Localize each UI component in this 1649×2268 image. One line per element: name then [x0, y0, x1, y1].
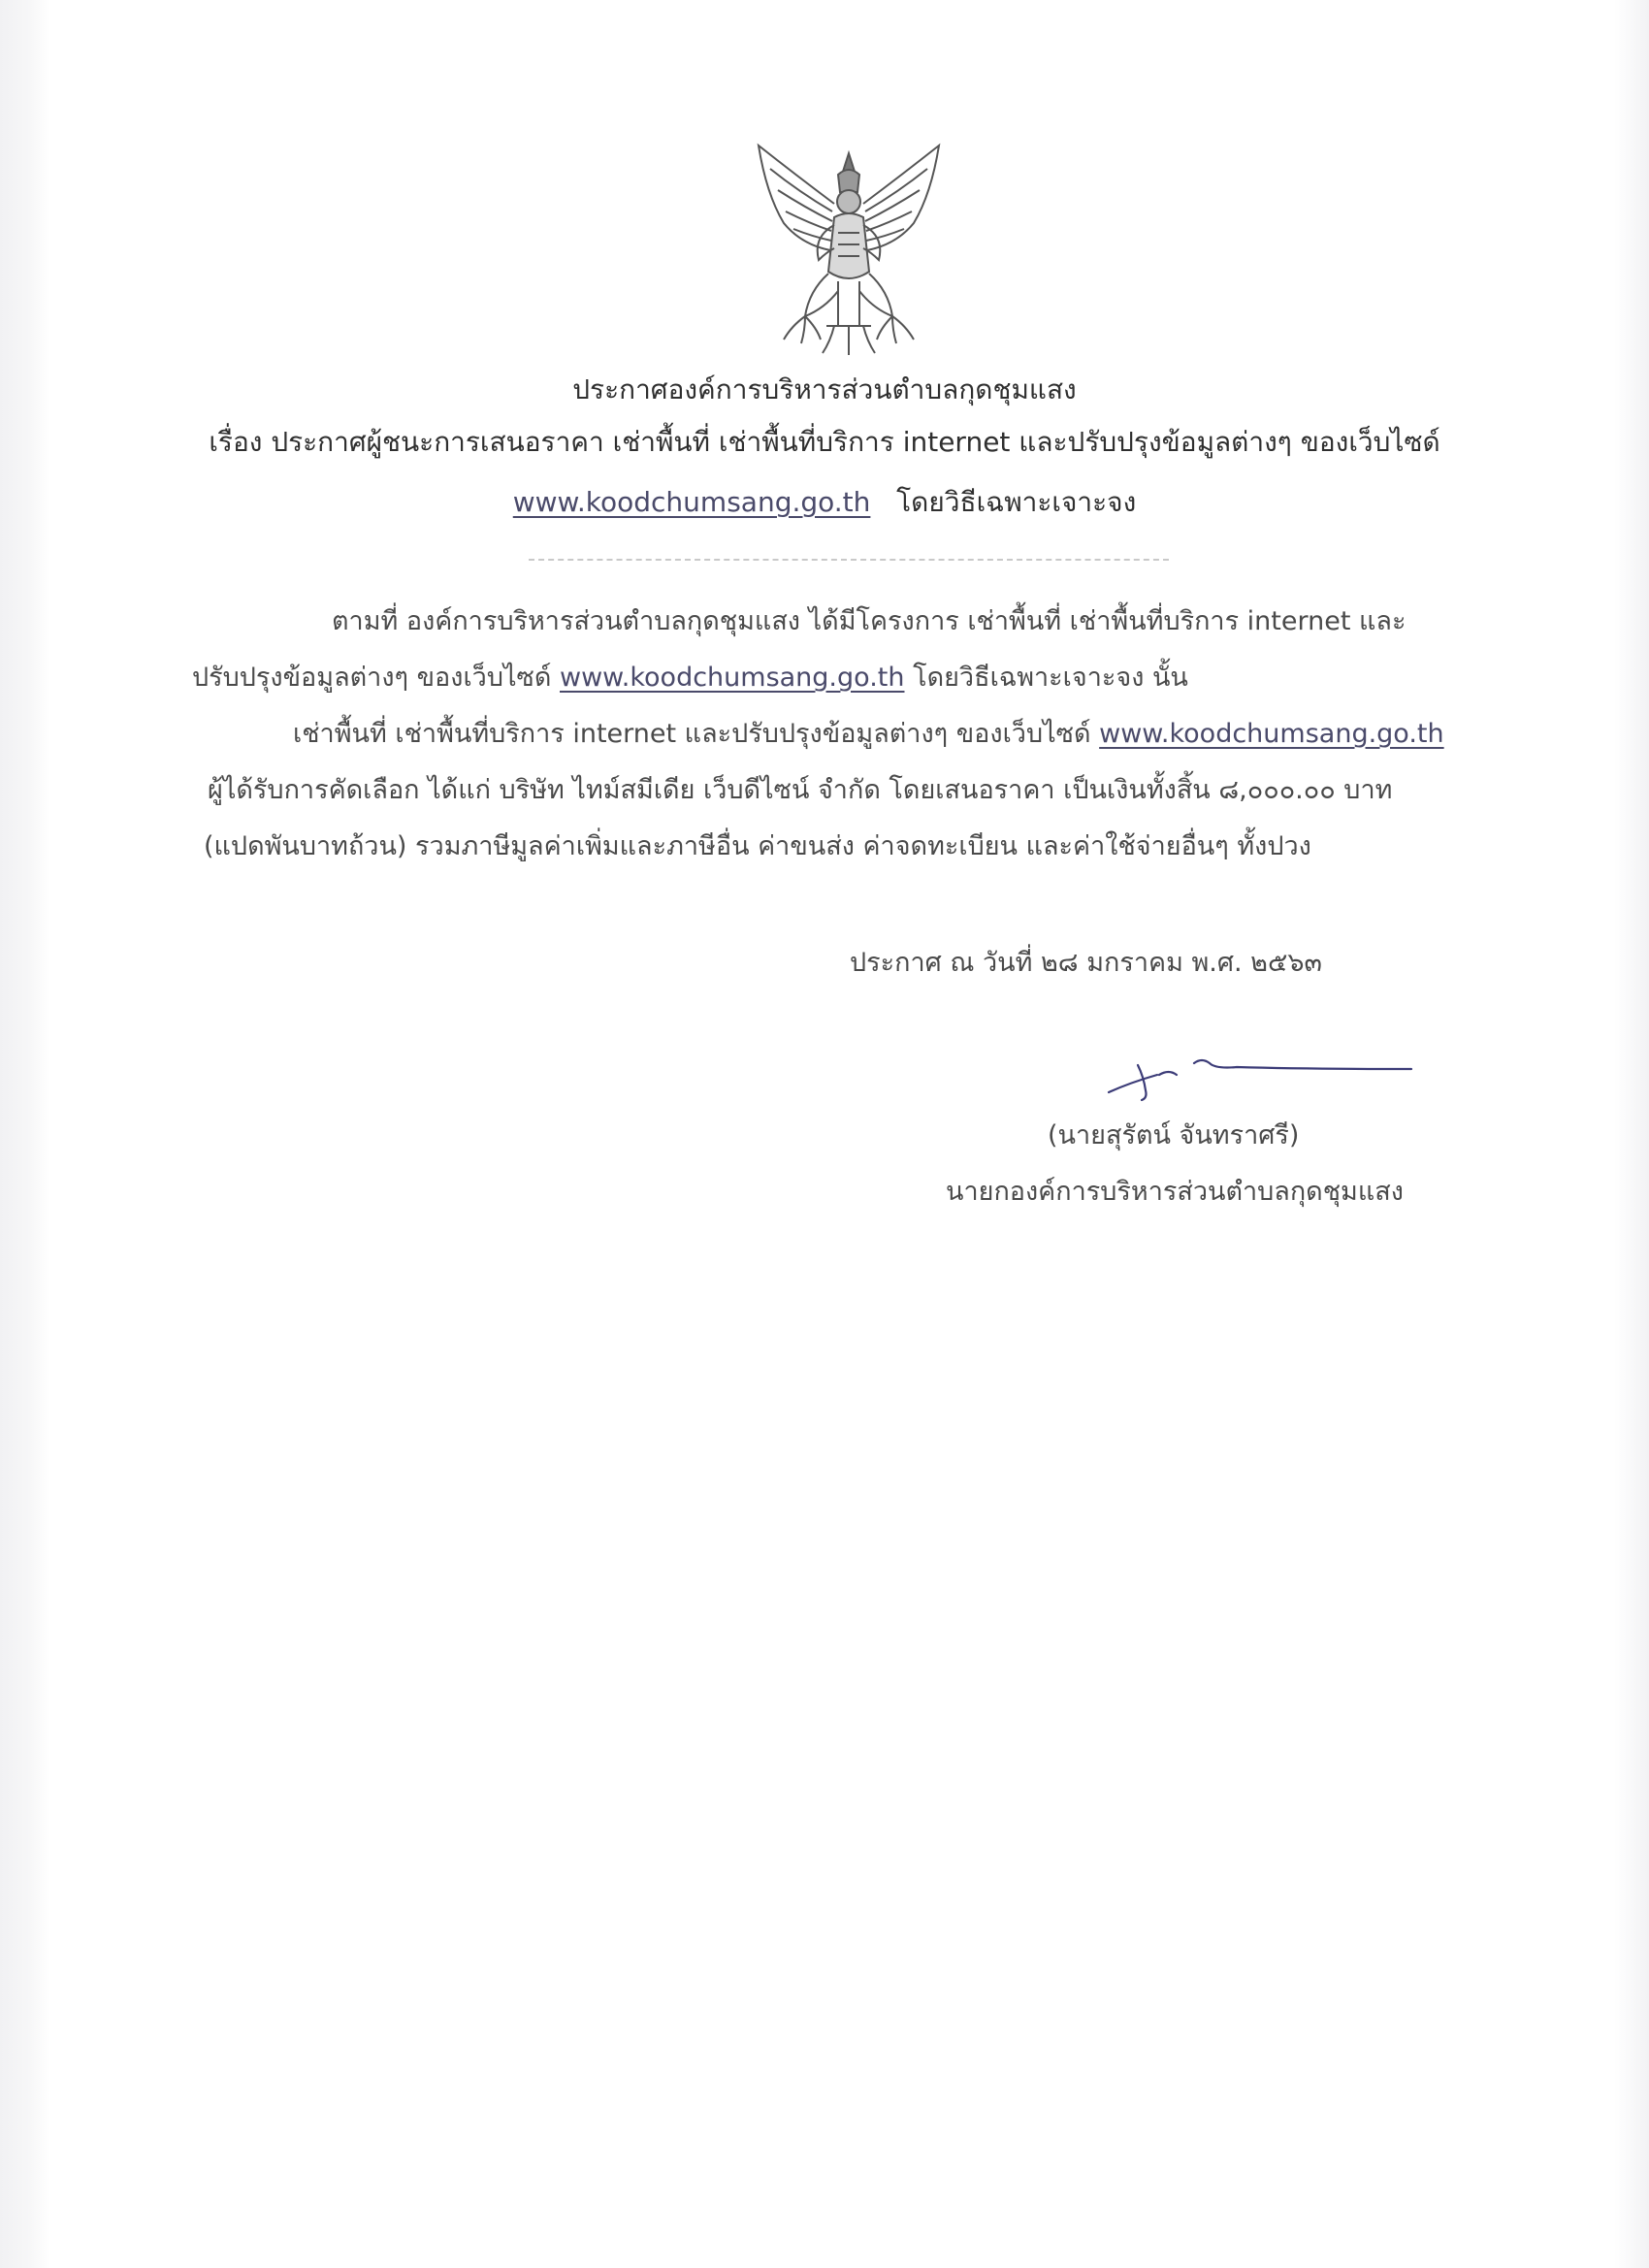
website-link[interactable]: www.koodchumsang.go.th: [512, 486, 871, 518]
procurement-method-text: โดยวิธีเฉพาะเจาะจง: [896, 486, 1137, 518]
handwritten-signature: [1101, 1048, 1421, 1106]
announcement-subject-continued: [0, 481, 1649, 524]
body-line-4: ผู้ได้รับการคัดเลือก ได้แก่ บริษัท ไทม์สมีเดีย เว็บดีไซน์ จำกัด โดยเสนอราคา เป็นเงินทั้งสิ้น ๘,๐๐๐.๐๐ บาท: [208, 775, 1393, 805]
signatory-title: นายกองค์การบริหารส่วนตำบลกุดชุมแสง: [946, 1177, 1404, 1207]
procurement-method: [879, 486, 896, 518]
signatory-name: (นายสุรัตน์ จันทราศรี): [1048, 1120, 1300, 1150]
scan-edge-left: [0, 0, 50, 2268]
body-line-5: (แปดพันบาทถ้วน) รวมภาษีมูลค่าเพิ่มและภาษีอื่น ค่าขนส่ง ค่าจดทะเบียน และค่าใช้จ่ายอื่นๆ ทั้งปวง: [204, 831, 1311, 861]
body-line-3-text: เช่าพื้นที่ เช่าพื้นที่บริการ internet และปรับปรุงข้อมูลต่างๆ ของเว็บไซด์: [293, 719, 1091, 749]
body-line-2: [192, 656, 1188, 697]
body-line-2-tail: โดยวิธีเฉพาะเจาะจง นั้น: [913, 663, 1188, 693]
body-line-2-text: ปรับปรุงข้อมูลต่างๆ ของเว็บไซด์: [192, 663, 552, 693]
announcement-title: ประกาศองค์การบริหารส่วนตำบลกุดชุมแสง: [572, 373, 1077, 405]
announcement-date: ประกาศ ณ วันที่ ๒๘ มกราคม พ.ศ. ๒๕๖๓: [850, 948, 1322, 978]
body-line-1: ตามที่ องค์การบริหารส่วนตำบลกุดชุมแสง ได้มีโครงการ เช่าพื้นที่ เช่าพื้นที่บริการ internet และ: [332, 606, 1406, 636]
body-website-link[interactable]: www.koodchumsang.go.th: [560, 663, 905, 693]
body-website-link-2[interactable]: www.koodchumsang.go.th: [1099, 719, 1444, 749]
body-line-3: [293, 712, 1444, 754]
divider-rule: [529, 559, 1169, 561]
garuda-emblem-icon: [737, 136, 960, 359]
scan-edge-right: [1614, 0, 1649, 2268]
announcement-subject: เรื่อง ประกาศผู้ชนะการเสนอราคา เช่าพื้นที่ เช่าพื้นที่บริการ internet และปรับปรุงข้อมูลต่างๆ ของเว็บไซด์: [209, 426, 1440, 458]
